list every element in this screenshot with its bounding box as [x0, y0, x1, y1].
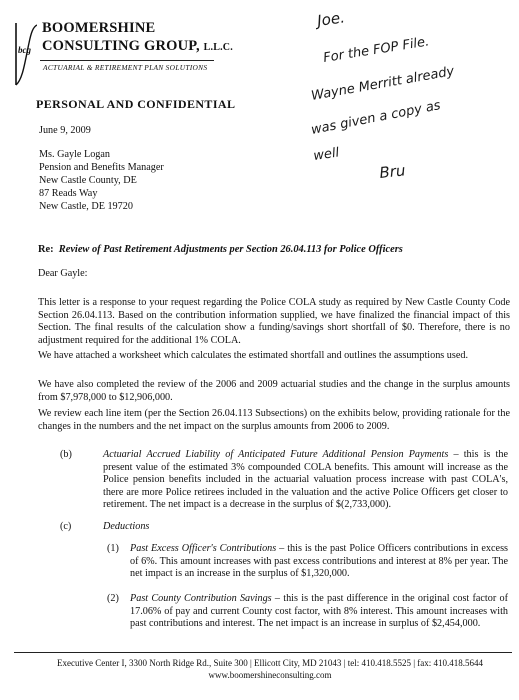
handwritten-line-3: Wayne Merritt already [310, 64, 456, 104]
logo-mark [13, 21, 37, 87]
subject-label: Re: [38, 244, 54, 255]
company-tagline: ACTUARIAL & RETIREMENT PLAN SOLUTIONS [43, 63, 208, 72]
letterhead-divider [40, 60, 214, 61]
item-c2-text [130, 593, 508, 631]
item-c-title [103, 521, 149, 534]
handwritten-line-1: Joe. [316, 8, 346, 30]
item-c1-body: – this is the past Police Officers contributions in excess of 6%. This amount increases with past excess contributions and interest at 8% per year. The net impact is an increase in the surplus of $1,320,000. [130, 543, 508, 580]
recipient-street: 87 Reads Way [39, 188, 98, 199]
recipient-title: Pension and Benefits Manager [39, 162, 164, 173]
handwritten-note [300, 0, 516, 190]
company-name-line1: BOOMERSHINE [42, 20, 156, 36]
recipient-organization: New Castle County, DE [39, 175, 137, 186]
handwritten-signature: Bru [378, 161, 407, 182]
item-c-title-text: Deductions [103, 521, 150, 532]
body-paragraph-2: We have attached a worksheet which calculates the estimated shortfall and outlines the assumptions used. [38, 350, 469, 361]
body-paragraph-3: We have also completed the review of the 2006 and 2009 actuarial studies and the change in the surplus amounts from $7,978,000 to $12,906,000. [38, 379, 510, 403]
item-b-title: Actuarial Accrued Liability of Anticipated Future Additional Pension Payments [103, 449, 449, 460]
item-c1-label: (1) [107, 543, 119, 554]
item-c2-body: – this is the past difference in the original cost factor of 17.06% of pay and current County cost factor, with 8% interest. This amount increases with past contributions and interest. The net impact is an increase in surplus of $2,454,000. [130, 593, 508, 630]
company-name-line2 [42, 38, 233, 55]
recipient-city: New Castle, DE 19720 [39, 201, 133, 212]
item-b-body: – this is the present value of the estimated 3% compounded COLA benefits. This amount will increase as the Police pension benefits included in the actuarial valuation process increase with past COLA's, there are more Police retirees included in the valuation and the active Police Officers get closer to retirement. The net impact is a decrease in the surplus of $(2,733,000). [103, 449, 508, 511]
handwritten-line-4: was given a copy as [309, 98, 442, 138]
item-c2-title: Past County Contribution Savings [130, 593, 272, 604]
item-c1-title: Past Excess Officer's Contributions [130, 543, 277, 554]
item-c2-label: (2) [107, 593, 119, 604]
footer-divider [14, 652, 512, 653]
handwritten-line-5: well [312, 145, 341, 164]
item-b-text [103, 449, 508, 512]
letter-date: June 9, 2009 [39, 125, 91, 136]
handwritten-line-2: For the FOP File. [322, 34, 431, 66]
company-name-suffix: L.L.C. [203, 42, 233, 53]
body-paragraph-1: This letter is a response to your request regarding the Police COLA study as required by New Castle County Code Section 26.04.113. Based on the contribution information supplied, we have finalized the financial impact of this Section. The final results of the calculation show a funding/savings short shortfall of $0. Therefore, there is no adjustment required for the additional 1% COLA. [38, 297, 510, 346]
logo-monogram: bcg [18, 45, 31, 55]
company-name-main: CONSULTING GROUP, [42, 38, 200, 54]
recipient-name: Ms. Gayle Logan [39, 149, 111, 160]
subject-text: Review of Past Retirement Adjustments per Section 26.04.113 for Police Officers [58, 244, 403, 255]
footer-address: Executive Center I, 3300 North Ridge Rd., Suite 300 | Ellicott City, MD 21043 | tel: 410.418.5525 | fax: 410.418.5644 [56, 658, 484, 668]
body-paragraph-4: We review each line item (per the Section 26.04.113 Subsections) on the exhibits below, providing rationale for the changes in the numbers and the net impact on the surplus amounts from 2006 to 2009. [38, 408, 510, 432]
item-c1-text [130, 543, 508, 581]
logo-curve-icon [13, 21, 37, 87]
item-b-label: (b) [60, 449, 72, 460]
footer-website: www.boomershineconsulting.com [208, 670, 332, 680]
subject-line [38, 244, 403, 255]
item-c-label: (c) [60, 521, 72, 532]
confidentiality-heading: PERSONAL AND CONFIDENTIAL [36, 97, 236, 111]
salutation: Dear Gayle: [38, 268, 88, 279]
